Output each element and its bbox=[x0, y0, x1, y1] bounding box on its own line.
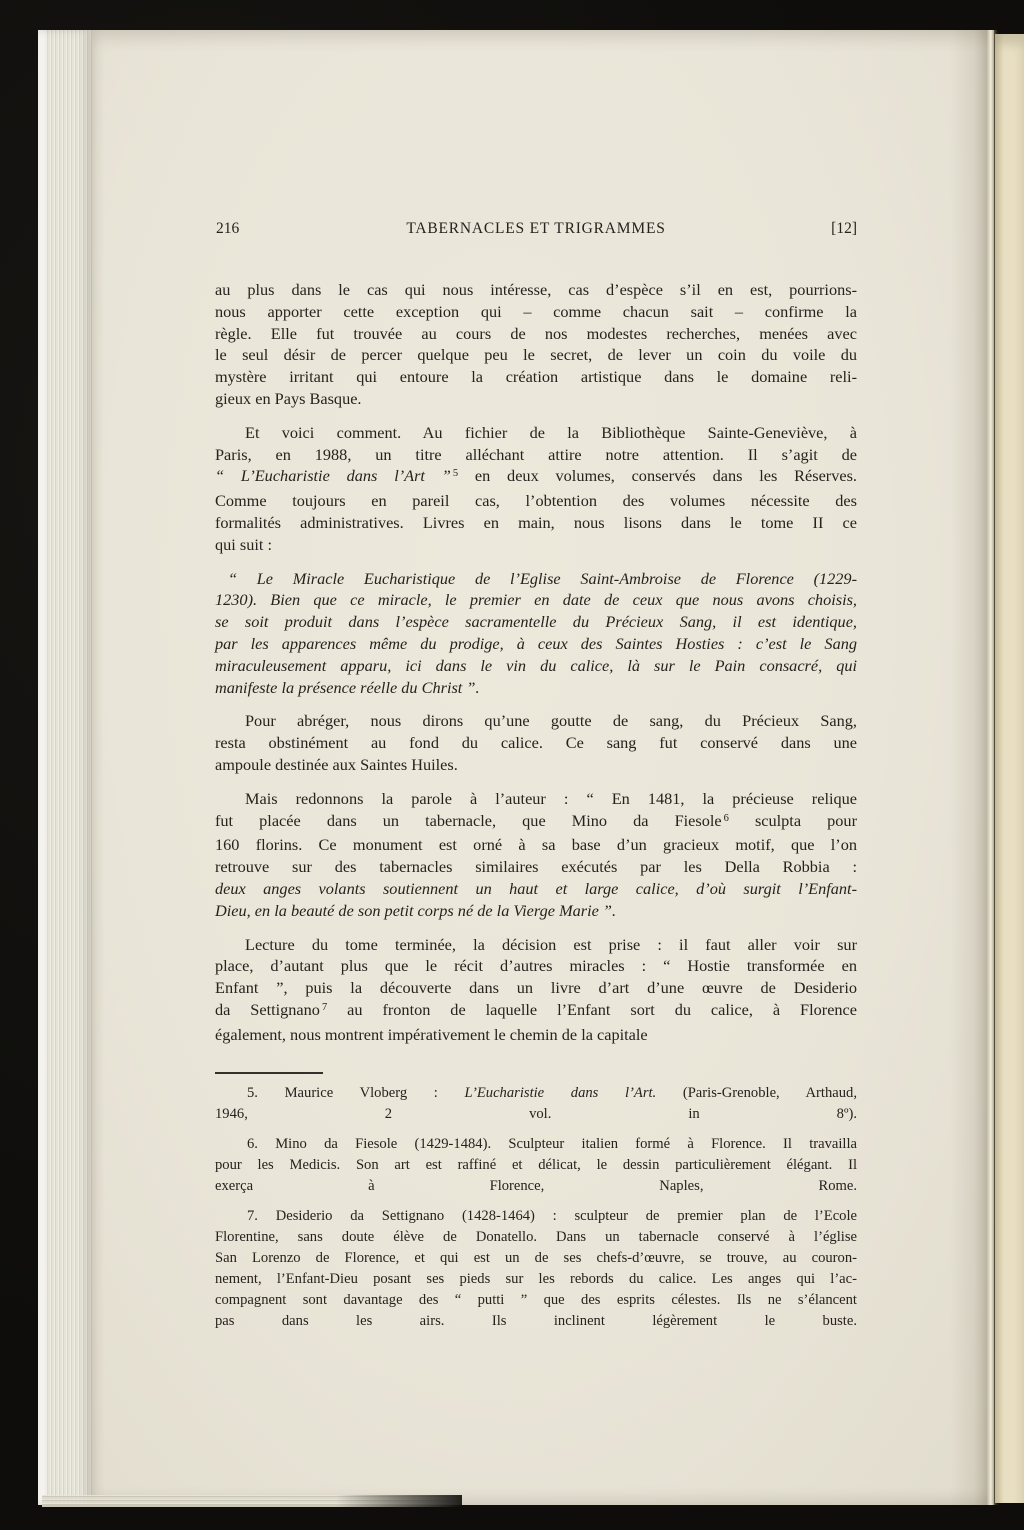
text-segment: Paris, en 1988, un titre alléchant attire notre attention. Il s’agit de bbox=[215, 444, 857, 464]
text-segment: compagnent sont davantage des “ putti ” que des esprits célestes. Ils ne s’élancent bbox=[215, 1291, 857, 1308]
text-segment: exerça à Florence, Naples, Rome. bbox=[215, 1177, 857, 1194]
text-line bbox=[215, 810, 857, 835]
text-segment: resta obstinément au fond du calice. Ce sang fut conservé dans une bbox=[215, 733, 857, 753]
page-bottom-edge bbox=[42, 1495, 462, 1507]
footnote bbox=[215, 1206, 857, 1332]
text-line bbox=[215, 732, 857, 754]
text-segment: 7. Desiderio da Settignano (1428-1464) : sculpteur de premier plan de l’Ecole bbox=[247, 1207, 857, 1224]
text-segment: 5. Maurice Vloberg : bbox=[247, 1084, 465, 1101]
text-line bbox=[215, 934, 857, 956]
footnote-section bbox=[215, 1072, 857, 1332]
text-line bbox=[215, 611, 857, 633]
text-line bbox=[215, 754, 857, 776]
text-line bbox=[215, 1134, 857, 1155]
text-segment: 1230). Bien que ce miracle, le premier en date de ceux que nous avons choisis, bbox=[215, 590, 857, 610]
text-segment: formalités administratives. Livres en main, nous lisons dans le tome II ce bbox=[215, 512, 857, 532]
text-line bbox=[215, 465, 857, 490]
text-line bbox=[215, 788, 857, 810]
text-line bbox=[215, 444, 857, 466]
text-line bbox=[215, 301, 857, 323]
text-segment: au fronton de laquelle l’Enfant sort du calice, à Florence bbox=[327, 999, 858, 1019]
footnote-reference: 7 bbox=[321, 1001, 328, 1013]
text-segment: au plus dans le cas qui nous intéresse, cas d’espèce s’il en est, pourrions- bbox=[215, 280, 857, 299]
paragraph bbox=[215, 422, 857, 556]
text-segment: se soit produit dans l’espèce sacramentelle du Précieux Sang, il est identique, bbox=[215, 612, 857, 632]
text-line bbox=[215, 1104, 857, 1125]
text-segment: Florentine, sans doute élève de Donatello. Dans un tabernacle conservé à l’église bbox=[215, 1228, 857, 1245]
text-line bbox=[215, 1290, 857, 1311]
text-line bbox=[215, 999, 857, 1024]
text-segment: Dieu, en la beauté de son petit corps né de la Vierge Marie ”. bbox=[215, 900, 617, 920]
text-segment: deux anges volants soutiennent un haut et large calice, d’où surgit l’Enfant- bbox=[215, 878, 857, 898]
facing-page-edge bbox=[995, 34, 1024, 1503]
text-segment: nement, l’Enfant-Dieu posant ses pieds sur les rebords du calice. Les anges qui l’ac- bbox=[215, 1270, 857, 1287]
text-segment: pas dans les airs. Ils inclinent légèrement le buste. bbox=[215, 1312, 857, 1329]
text-segment: le seul désir de percer quelque peu le secret, de lever un coin du voile du bbox=[215, 345, 857, 365]
text-line bbox=[215, 955, 857, 977]
text-line bbox=[215, 1269, 857, 1290]
paragraph bbox=[215, 568, 857, 699]
text-segment: également, nous montrent impérativement le chemin de la capitale bbox=[215, 1024, 648, 1044]
column-reference: [12] bbox=[831, 220, 857, 237]
text-line bbox=[215, 878, 857, 900]
text-segment: Et voici comment. Au fichier de la Bibliothèque Sainte-Geneviève, à bbox=[245, 422, 857, 442]
text-line bbox=[215, 388, 857, 410]
text-segment: ampoule destinée aux Saintes Huiles. bbox=[215, 754, 458, 774]
text-segment: mystère irritant qui entoure la création artistique dans le domaine reli- bbox=[215, 367, 857, 387]
text-segment: “ L’Eucharistie dans l’Art ” bbox=[215, 466, 451, 486]
text-segment: manifeste la présence réelle du Christ ”. bbox=[215, 677, 480, 697]
text-line bbox=[215, 1024, 857, 1046]
text-segment: sculpta pour bbox=[728, 810, 857, 830]
text-line bbox=[215, 655, 857, 677]
text-segment: Pour abréger, nous dirons qu’une goutte de sang, du Précieux Sang, bbox=[245, 711, 857, 731]
text-segment: règle. Elle fut trouvée au cours de nos modestes recherches, menées avec bbox=[215, 323, 857, 343]
paragraph bbox=[215, 279, 857, 410]
footnote bbox=[215, 1134, 857, 1197]
text-segment: retrouve sur des tabernacles similaires exécutés par les Della Robbia : bbox=[215, 857, 857, 877]
text-segment: Enfant ”, puis la découverte dans un livre d’art d’une œuvre de Desiderio bbox=[215, 978, 857, 998]
text-line bbox=[215, 512, 857, 534]
body-text bbox=[215, 279, 857, 1046]
page-number: 216 bbox=[216, 220, 240, 237]
gutter-shadow bbox=[950, 30, 998, 1505]
text-line bbox=[215, 710, 857, 732]
text-segment: da Settignano bbox=[215, 999, 320, 1019]
text-segment: place, d’autant plus que le récit d’autres miracles : “ Hostie transformée en bbox=[215, 956, 857, 976]
text-segment: “ Le Miracle Eucharistique de l’Eglise Saint-Ambroise de Florence (1229- bbox=[228, 568, 857, 588]
text-line bbox=[215, 1311, 857, 1332]
text-segment: gieux en Pays Basque. bbox=[215, 388, 362, 408]
text-segment: fut placée dans un tabernacle, que Mino da Fiesole bbox=[215, 810, 722, 830]
text-segment: en deux volumes, conservés dans les Réserves. bbox=[458, 466, 857, 486]
footnote-list bbox=[215, 1083, 857, 1332]
text-line bbox=[215, 1155, 857, 1176]
text-line bbox=[215, 279, 857, 301]
text-line bbox=[215, 1206, 857, 1227]
text-line bbox=[215, 589, 857, 611]
text-line bbox=[215, 344, 857, 366]
text-segment: Comme toujours en pareil cas, l’obtention des volumes nécessite des bbox=[215, 491, 857, 511]
text-segment: 1946, 2 vol. in 8º). bbox=[215, 1105, 857, 1122]
text-line bbox=[215, 1083, 857, 1104]
text-line bbox=[215, 633, 857, 655]
text-segment: nous apporter cette exception qui – comme chacun sait – confirme la bbox=[215, 301, 857, 321]
text-segment: 6. Mino da Fiesole (1429-1484). Sculpteur italien formé à Florence. Il travailla bbox=[247, 1135, 857, 1152]
running-header bbox=[215, 220, 857, 242]
text-line bbox=[215, 1227, 857, 1248]
text-line bbox=[215, 422, 857, 444]
text-segment: San Lorenzo de Florence, et qui est un de ses chefs-d’œuvre, se trouve, au couron- bbox=[215, 1249, 857, 1266]
footnote-divider bbox=[215, 1072, 323, 1074]
page-surface bbox=[92, 30, 994, 1505]
text-segment: L’Eucharistie dans l’Art. bbox=[464, 1084, 657, 1101]
text-line bbox=[215, 900, 857, 922]
text-line bbox=[215, 1248, 857, 1269]
page-text-column bbox=[215, 220, 857, 1332]
text-line bbox=[215, 834, 857, 856]
text-line bbox=[215, 323, 857, 345]
footnote-reference: 5 bbox=[452, 468, 459, 480]
paragraph bbox=[215, 934, 857, 1046]
book-page bbox=[38, 30, 1024, 1505]
text-segment: pour les Medicis. Son art est raffiné et délicat, le dessin particulièrement élégant. Il bbox=[215, 1156, 857, 1173]
text-line bbox=[215, 677, 857, 699]
text-line bbox=[215, 366, 857, 388]
footnote-reference: 6 bbox=[723, 812, 729, 824]
text-segment: miraculeusement apparu, ici dans le vin du calice, là sur le Pain consacré, qui bbox=[215, 655, 857, 675]
text-segment: qui suit : bbox=[215, 534, 272, 554]
text-segment: Mais redonnons la parole à l’auteur : “ En 1481, la précieuse relique bbox=[245, 788, 857, 808]
paragraph bbox=[215, 788, 857, 922]
text-line bbox=[215, 568, 857, 590]
footnote bbox=[215, 1083, 857, 1125]
text-line bbox=[215, 490, 857, 512]
text-line bbox=[215, 856, 857, 878]
paragraph bbox=[215, 710, 857, 775]
text-segment: (Paris-Grenoble, Arthaud, bbox=[656, 1084, 857, 1101]
text-line bbox=[215, 977, 857, 999]
page-stack-edge bbox=[38, 30, 93, 1505]
text-line bbox=[215, 534, 857, 556]
text-segment: Lecture du tome terminée, la décision est prise : il faut aller voir sur bbox=[245, 934, 857, 954]
text-line bbox=[215, 1176, 857, 1197]
text-segment: 160 florins. Ce monument est orné à sa base d’un gracieux motif, que l’on bbox=[215, 835, 857, 855]
text-segment: par les apparences même du prodige, à ceux des Saintes Hosties : c’est le Sang bbox=[215, 633, 857, 653]
running-title: TABERNACLES ET TRIGRAMMES bbox=[406, 220, 666, 237]
